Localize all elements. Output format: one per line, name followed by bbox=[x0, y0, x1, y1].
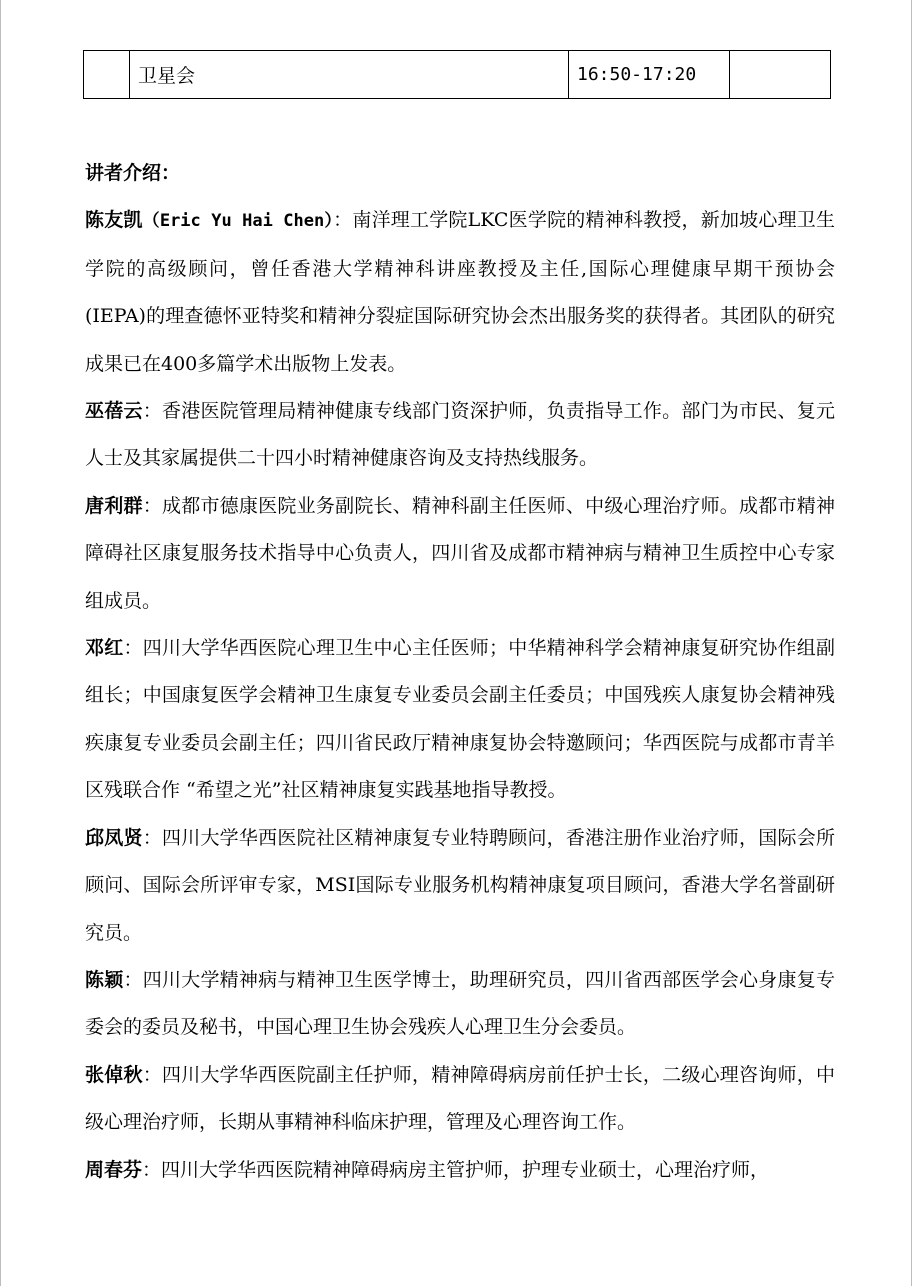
speaker-name: 唐利群 bbox=[85, 494, 143, 517]
speaker-name: 张倬秋 bbox=[85, 1063, 143, 1086]
speaker-bio: 四川大学精神病与精神卫生医学博士，助理研究员，四川省西部医学会心身康复专委会的委员及秘书，中国心理卫生协会残疾人心理卫生分会委员。 bbox=[85, 968, 835, 1039]
separator: ： bbox=[142, 1158, 162, 1181]
schedule-time: 16:50-17:20 bbox=[569, 51, 730, 99]
speaker-name: 邓红 bbox=[85, 637, 124, 660]
speaker-name: 陈友凯 bbox=[85, 209, 143, 232]
speaker-alias: （Eric Yu Hai Chen） bbox=[142, 211, 334, 232]
speaker-paragraph bbox=[85, 815, 835, 957]
speaker-paragraph bbox=[85, 1052, 835, 1147]
section-title: 讲者介绍： bbox=[85, 162, 181, 184]
document-body bbox=[85, 150, 835, 1194]
speaker-bio: 四川大学华西医院精神障碍病房主管护师，护理专业硕士，心理治疗师， bbox=[161, 1158, 770, 1181]
speaker-paragraph bbox=[85, 625, 835, 815]
speaker-name: 陈颖 bbox=[85, 968, 124, 991]
speaker-paragraph bbox=[85, 388, 835, 483]
speaker-bio: 四川大学华西医院社区精神康复专业特聘顾问，香港注册作业治疗师，国际会所顾问、国际会所评审专家，MSI国际专业服务机构精神康复项目顾问，香港大学名誉副研究员。 bbox=[85, 826, 835, 944]
separator: ： bbox=[142, 1063, 162, 1086]
speaker-paragraph bbox=[85, 1147, 835, 1194]
speaker-paragraph bbox=[85, 957, 835, 1052]
speaker-bio: 香港医院管理局精神健康专线部门资深护师，负责指导工作。部门为市民、复元人士及其家属提供二十四小时精神健康咨询及支持热线服务。 bbox=[85, 400, 835, 470]
speaker-paragraph bbox=[85, 197, 835, 388]
separator: ： bbox=[333, 209, 353, 232]
separator: ： bbox=[123, 637, 143, 660]
table-row bbox=[84, 51, 831, 99]
speaker-name: 邱凤贤 bbox=[85, 826, 143, 849]
schedule-blank-cell bbox=[84, 51, 130, 99]
separator: ： bbox=[123, 968, 143, 991]
speaker-name: 巫蓓云 bbox=[85, 400, 143, 423]
separator: ： bbox=[142, 494, 162, 517]
page-edge-left bbox=[0, 0, 1, 1286]
speaker-bio: 四川大学华西医院副主任护师，精神障碍病房前任护士长，二级心理咨询师，中级心理治疗师，长期从事精神科临床护理，管理及心理咨询工作。 bbox=[85, 1063, 835, 1134]
speaker-bio: 成都市德康医院业务副院长、精神科副主任医师、中级心理治疗师。成都市精神障碍社区康复服务技术指导中心负责人，四川省及成都市精神病与精神卫生质控中心专家组成员。 bbox=[85, 494, 835, 612]
speaker-paragraph bbox=[85, 483, 835, 625]
schedule-topic: 卫星会 bbox=[130, 51, 569, 99]
speaker-name: 周春芬 bbox=[85, 1158, 143, 1181]
schedule-extra bbox=[730, 51, 831, 99]
separator: ： bbox=[142, 826, 162, 849]
schedule-table bbox=[83, 50, 831, 99]
separator: ： bbox=[142, 400, 162, 423]
speaker-bio: 南洋理工学院LKC医学院的精神科教授，新加坡心理卫生学院的高级顾问，曾任香港大学精神科讲座教授及主任,国际心理健康早期干预协会(IEPA)的理查德怀亚特奖和精神分裂症国际研究协会杰出服务奖的获得者。其团队的研究成果已在400多篇学术出版物上发表。 bbox=[85, 209, 835, 375]
speaker-bio: 四川大学华西医院心理卫生中心主任医师；中华精神科学会精神康复研究协作组副组长；中国康复医学会精神卫生康复专业委员会副主任委员；中国残疾人康复协会精神残疾康复专业委员会副主任；四川省民政厅精神康复协会特邀顾问；华西医院与成都市青羊区残联合作 “希望之光”社区精神康复实践基地指导教授。 bbox=[85, 637, 835, 802]
